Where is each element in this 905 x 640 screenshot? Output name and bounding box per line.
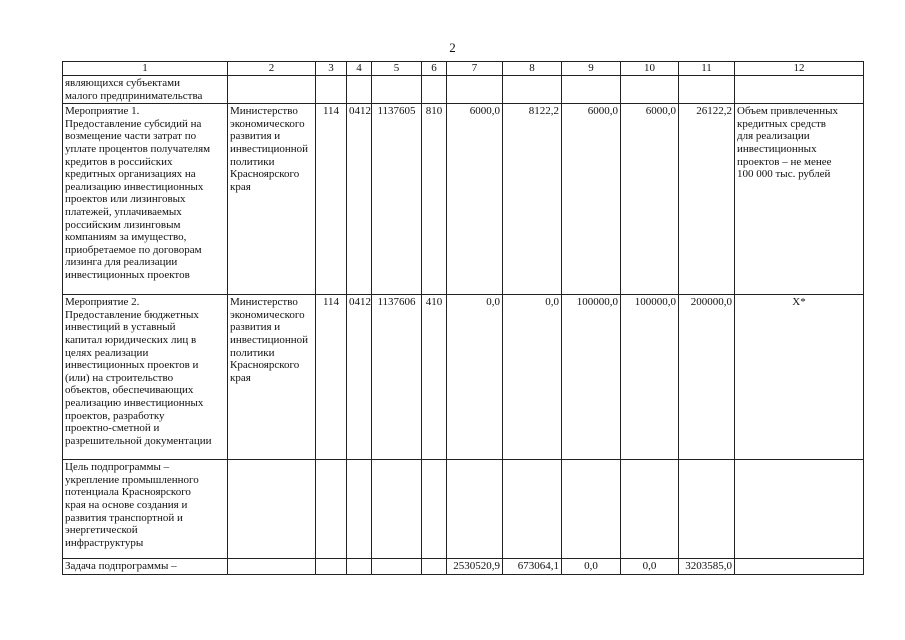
table-row-measure-2 <box>63 295 864 460</box>
table-row-task <box>63 559 864 575</box>
cell-value: 0,0 <box>503 295 562 460</box>
row-description: Задача подпрограммы – <box>63 559 228 575</box>
cell-rzpr <box>347 559 372 575</box>
cell-executor <box>228 559 316 575</box>
table-row-measure-1 <box>63 104 864 295</box>
program-table <box>62 61 864 575</box>
column-header: 7 <box>447 62 503 76</box>
cell-vr <box>422 460 447 559</box>
cell-value: 8122,2 <box>503 104 562 295</box>
column-header: 3 <box>316 62 347 76</box>
cell-value: 6000,0 <box>621 104 679 295</box>
cell-value: 0,0 <box>621 559 679 575</box>
cell-csr <box>372 460 422 559</box>
cell-total <box>679 460 735 559</box>
cell-value <box>621 460 679 559</box>
cell-value <box>503 460 562 559</box>
column-header: 6 <box>422 62 447 76</box>
cell-result: Х* <box>735 295 864 460</box>
cell-executor <box>228 76 316 104</box>
cell-value: 673064,1 <box>503 559 562 575</box>
cell-rzpr <box>347 76 372 104</box>
cell-result <box>735 460 864 559</box>
column-header: 10 <box>621 62 679 76</box>
cell-vr <box>422 559 447 575</box>
cell-csr <box>372 76 422 104</box>
cell-total <box>679 76 735 104</box>
row-description: Мероприятие 1. Предоставление субсидий на возмещение части затрат по уплате процентов получателям кредитов в российских кредитных организациях на реализацию инвестиционных проектов или лизинговых платежей, уплачиваемых российским лизинговым компаниям за имущество, приобретаемое по договорам лизинга для реализации инвестиционных проектов <box>63 104 228 295</box>
column-header: 8 <box>503 62 562 76</box>
cell-grbs: 114 <box>316 104 347 295</box>
cell-csr: 1137606 <box>372 295 422 460</box>
cell-value <box>447 76 503 104</box>
table-row-goal <box>63 460 864 559</box>
cell-rzpr: 0412 <box>347 295 372 460</box>
column-header: 2 <box>228 62 316 76</box>
cell-executor: Министерство экономического развития и инвестиционной политики Красноярского края <box>228 295 316 460</box>
cell-value: 100000,0 <box>621 295 679 460</box>
cell-value: 0,0 <box>562 559 621 575</box>
cell-vr: 810 <box>422 104 447 295</box>
cell-result <box>735 76 864 104</box>
cell-grbs <box>316 559 347 575</box>
cell-total: 3203585,0 <box>679 559 735 575</box>
cell-csr <box>372 559 422 575</box>
cell-value <box>562 76 621 104</box>
cell-value: 0,0 <box>447 295 503 460</box>
cell-csr: 1137605 <box>372 104 422 295</box>
page-number: 2 <box>449 40 456 55</box>
cell-result: Объем привлеченных кредитных средств для реализации инвестиционных проектов – не менее 100 000 тыс. рублей <box>735 104 864 295</box>
cell-value <box>503 76 562 104</box>
cell-total: 26122,2 <box>679 104 735 295</box>
cell-rzpr <box>347 460 372 559</box>
row-description: Мероприятие 2. Предоставление бюджетных инвестиций в уставный капитал юридических лиц в целях реализации инвестиционных проектов и (или) на строительство объектов, обеспечивающих реализацию инвестиционных проектов, разработку проектно-сметной и разрешительной документации <box>63 295 228 460</box>
cell-executor: Министерство экономического развития и инвестиционной политики Красноярского края <box>228 104 316 295</box>
column-number-row <box>63 62 864 76</box>
row-description: Цель подпрограммы – укрепление промышленного потенциала Красноярского края на основе создания и развития транспортной и энергетической инфраструктуры <box>63 460 228 559</box>
cell-executor <box>228 460 316 559</box>
column-header: 5 <box>372 62 422 76</box>
column-header: 1 <box>63 62 228 76</box>
table-row-continuation <box>63 76 864 104</box>
column-header: 11 <box>679 62 735 76</box>
cell-value: 100000,0 <box>562 295 621 460</box>
cell-value <box>621 76 679 104</box>
cell-rzpr: 0412 <box>347 104 372 295</box>
row-description: являющихся субъектами малого предпринимательства <box>63 76 228 104</box>
cell-total: 200000,0 <box>679 295 735 460</box>
column-header: 12 <box>735 62 864 76</box>
cell-result <box>735 559 864 575</box>
cell-grbs <box>316 460 347 559</box>
cell-value: 6000,0 <box>447 104 503 295</box>
column-header: 9 <box>562 62 621 76</box>
column-header: 4 <box>347 62 372 76</box>
cell-grbs <box>316 76 347 104</box>
cell-grbs: 114 <box>316 295 347 460</box>
cell-value <box>447 460 503 559</box>
cell-value: 6000,0 <box>562 104 621 295</box>
cell-vr: 410 <box>422 295 447 460</box>
cell-value <box>562 460 621 559</box>
cell-value: 2530520,9 <box>447 559 503 575</box>
cell-vr <box>422 76 447 104</box>
